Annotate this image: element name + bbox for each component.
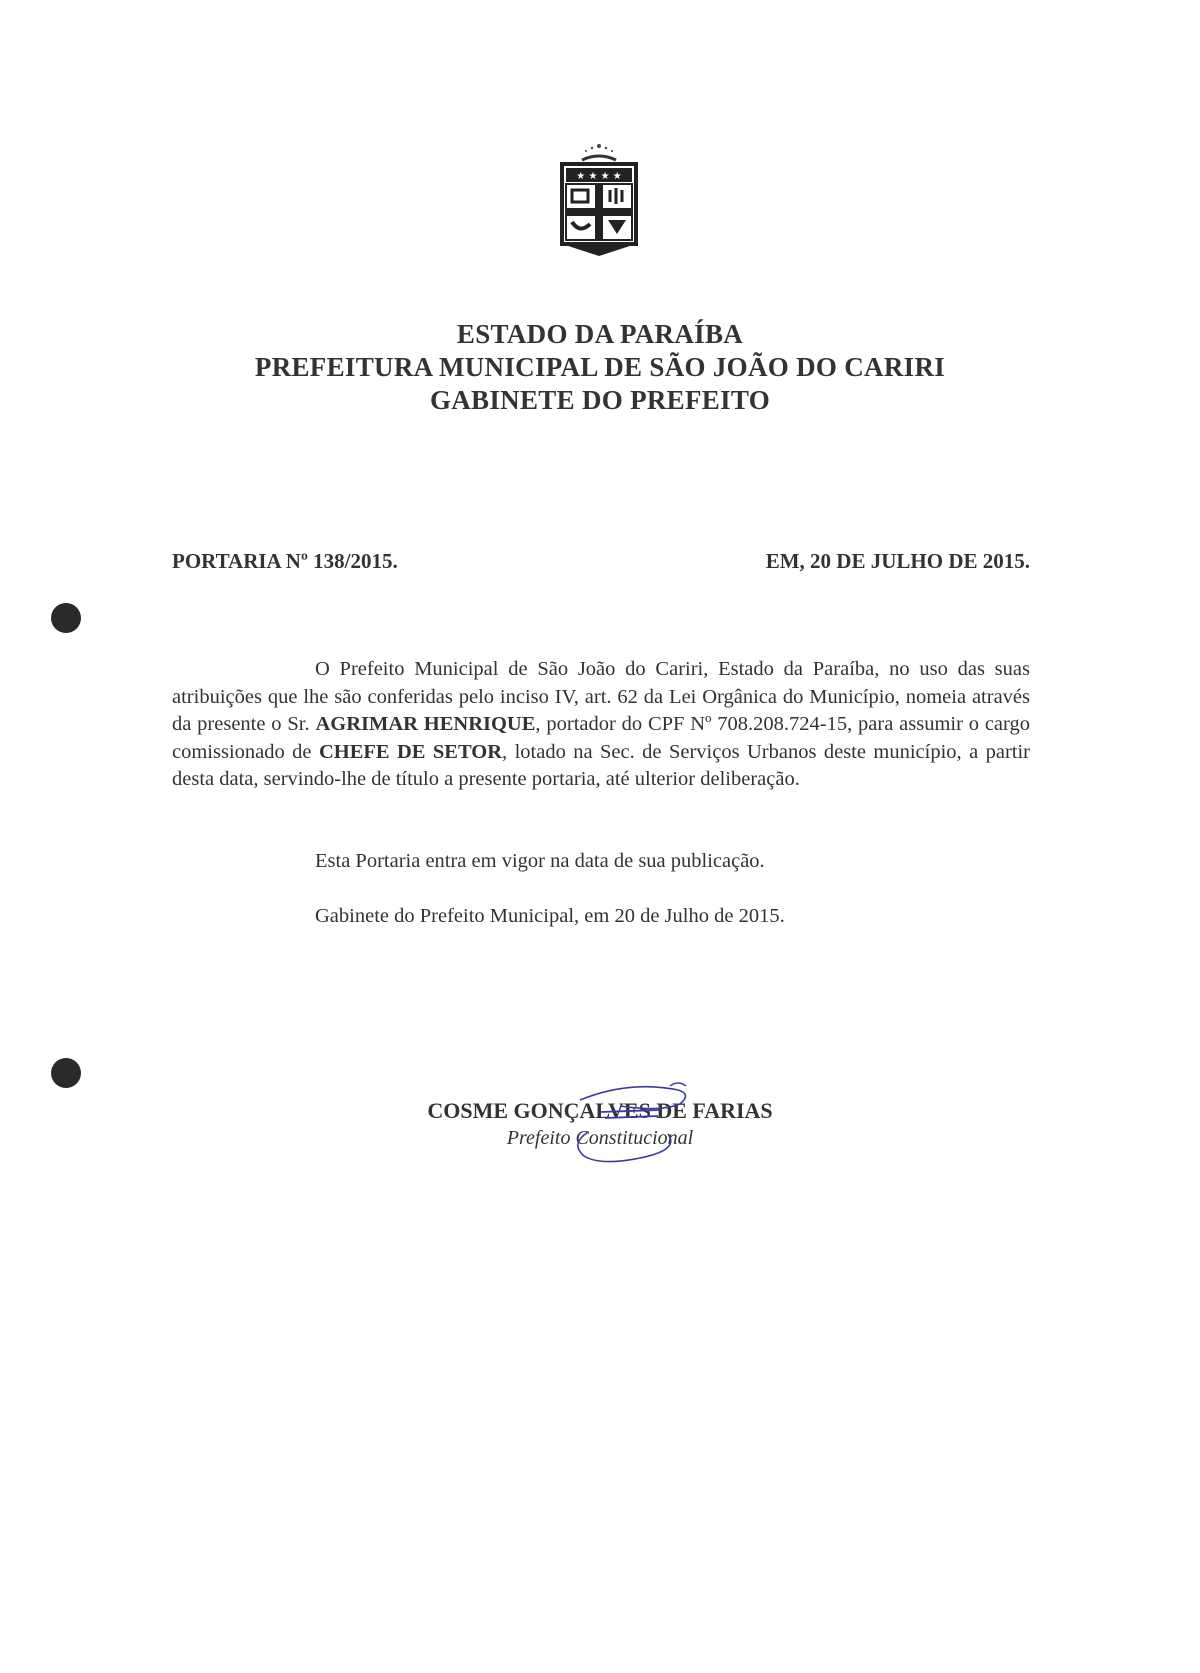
coat-of-arms-icon: [556, 140, 642, 260]
document-header: [0, 318, 1200, 417]
binder-hole-top: [51, 603, 81, 633]
main-paragraph: [172, 656, 1030, 794]
vigor-paragraph: Esta Portaria entra em vigor na data de sua publicação.: [315, 850, 765, 872]
signatory-name: COSME GONÇALVES DE FARIAS: [427, 1098, 773, 1123]
handwritten-signature-icon: [560, 1072, 720, 1172]
header-cabinet: GABINETE DO PREFEITO: [429, 385, 771, 415]
paragraph-part1: O Prefeito Municipal de São João do Cariri, Estado da Paraíba, no uso das suas atribuições que lhe são conferidas pelo inciso IV, art. 62 da Lei Orgânica do Município, nomeia através da presente o Sr.: [172, 658, 1030, 735]
portaria-number: PORTARIA Nº 138/2015.: [172, 549, 398, 573]
svg-text:★ ★ ★ ★: ★ ★ ★ ★: [576, 171, 622, 182]
binder-hole-bottom: [51, 1058, 81, 1088]
header-state: ESTADO DA PARAÍBA: [456, 319, 744, 349]
paragraph-part2: , portador do CPF Nº 708.208.724-15, para assumir o cargo comissionado de: [172, 713, 1030, 763]
paragraph-part3: , lotado na Sec. de Serviços Urbanos deste município, a partir desta data, servindo-lhe de título a presente portaria, até ulterior deliberação.: [172, 740, 1030, 790]
appointed-position: CHEFE DE SETOR: [318, 740, 503, 763]
signatory-title: Prefeito Constitucional: [506, 1127, 694, 1149]
portaria-date: EM, 20 DE JULHO DE 2015.: [765, 549, 1030, 573]
portaria-reference-row: [172, 549, 1030, 579]
header-prefecture: PREFEITURA MUNICIPAL DE SÃO JOÃO DO CARIRI: [254, 352, 946, 382]
appointee-name: AGRIMAR HENRIQUE: [315, 713, 536, 735]
closing-paragraph: Gabinete do Prefeito Municipal, em 20 de Julho de 2015.: [315, 905, 785, 927]
